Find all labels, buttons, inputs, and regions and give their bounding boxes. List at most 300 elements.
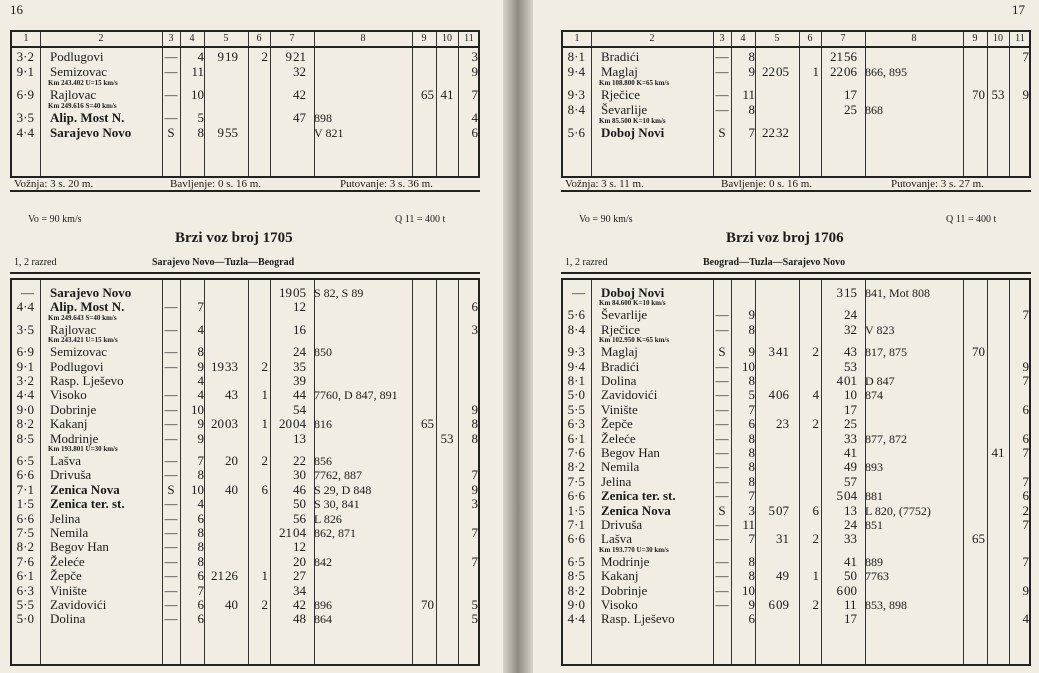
cell-c7b: 32 — [844, 321, 857, 337]
cell-c3: — — [164, 568, 178, 584]
cell-c5b: 40 — [225, 597, 238, 612]
cell-c7a: 6 — [836, 582, 843, 598]
table-row — [563, 584, 1029, 598]
speed-note: Km 193.770 U=30 km/s — [599, 545, 669, 554]
station-name: Rasp. Lješevo — [601, 611, 675, 627]
cell-c5b: 32 — [776, 125, 789, 140]
cell-c11: 4 — [471, 110, 478, 125]
cell-c11: 4 — [1022, 611, 1029, 627]
cell-c4: 6 — [197, 510, 204, 526]
cell-km: 6·9 — [16, 87, 34, 102]
cell-c4: 8 — [748, 49, 755, 64]
cell-c5b: 23 — [776, 416, 789, 432]
column-header: 8 — [360, 33, 366, 44]
table-row — [563, 460, 1029, 474]
cell-c7b: 04 — [293, 416, 306, 432]
table-row — [563, 126, 1029, 140]
cell-c7b: 53 — [844, 358, 857, 374]
column-header: 9 — [972, 33, 978, 44]
cell-km: 6·6 — [16, 510, 34, 526]
cell-km: 5·6 — [567, 125, 585, 140]
station-name: Drivuša — [50, 467, 92, 483]
table-row — [563, 374, 1029, 388]
cell-c5b: 55 — [225, 125, 238, 140]
table-row — [563, 308, 1029, 322]
cell-c4: 7 — [748, 125, 755, 140]
cell-c5a: 5 — [768, 502, 775, 518]
speed-note: Km 193.801 U=30 km/s — [48, 445, 118, 453]
cell-c8: 864 — [314, 612, 332, 627]
speed-note: Km 108.800 K=65 km/s — [599, 79, 670, 87]
table-row — [563, 518, 1029, 532]
cell-km: 9·1 — [16, 64, 34, 79]
cell-c7b: 06 — [844, 64, 857, 79]
right-page — [533, 0, 1039, 673]
cell-c11: 7 — [1022, 373, 1029, 388]
cell-c3: — — [715, 488, 729, 504]
table-row — [12, 497, 478, 511]
cell-c10: 53 — [440, 430, 454, 446]
column-header: 11 — [464, 33, 474, 44]
cell-c4: 8 — [748, 373, 755, 388]
cell-km: 7·6 — [567, 445, 585, 460]
table-row — [12, 468, 478, 482]
travel-time: Vožnja: 3 s. 11 m. — [565, 178, 644, 190]
cell-c11: 8 — [471, 416, 478, 432]
cell-c8: 816 — [314, 417, 332, 432]
cell-c8: L 826 — [314, 511, 342, 526]
station-name: Maglaj — [601, 344, 638, 360]
cell-c8: S 29, D 848 — [314, 482, 372, 497]
cell-c5a: 20 — [211, 416, 224, 432]
cell-c3: — — [715, 568, 729, 584]
cell-c11: 7 — [471, 525, 478, 540]
cell-c8: 7762, 887 — [314, 468, 362, 483]
station-name: Dobrinje — [50, 401, 97, 417]
cell-c8: 868 — [865, 103, 883, 117]
table-row — [563, 360, 1029, 374]
station-name: Zavidovići — [601, 387, 658, 403]
column-header: 7 — [289, 33, 295, 44]
cell-c4: 8 — [197, 125, 204, 140]
cell-c4: 9 — [197, 358, 204, 374]
cell-c3: — — [715, 401, 729, 417]
timetable-continuation — [10, 30, 480, 178]
book-gutter — [503, 0, 533, 673]
cell-c7a: 4 — [836, 373, 843, 388]
cell-c3: — — [164, 496, 178, 512]
train-route: Sarajevo Novo—Tuzla—Beograd — [152, 257, 295, 268]
station-name: Rasp. Lješevo — [50, 373, 124, 388]
cell-c4: 9 — [748, 307, 755, 323]
cell-c3: — — [715, 430, 729, 446]
cell-c5b: 43 — [225, 387, 238, 403]
max-speed: Vo = 90 km/s — [579, 214, 633, 225]
cell-c9: 65 — [421, 87, 434, 102]
cell-km: 6·9 — [16, 344, 34, 360]
cell-c4: 6 — [748, 416, 755, 432]
table-row — [12, 286, 478, 300]
cell-c11: 6 — [1022, 430, 1029, 446]
cell-c6: 6 — [812, 502, 819, 518]
cell-c4: 4 — [197, 49, 204, 64]
cell-c6: 1 — [261, 568, 268, 584]
cell-c5a: 19 — [211, 358, 224, 374]
cell-km: 4·4 — [567, 611, 585, 627]
cell-c3: — — [164, 611, 178, 627]
table-row — [12, 612, 478, 626]
table-row — [12, 126, 478, 140]
column-header: 2 — [649, 33, 655, 44]
station-name: Jelina — [50, 510, 81, 526]
station-name: Podlugovi — [50, 49, 104, 64]
cell-c8: 7760, D 847, 891 — [314, 388, 398, 403]
cell-c7b: 16 — [293, 321, 306, 337]
cell-c5b: 49 — [776, 568, 789, 584]
table-row — [12, 417, 478, 431]
cell-c8: S 82, S 89 — [314, 286, 364, 300]
cell-c7b: 05 — [293, 285, 306, 300]
column-header: 4 — [740, 33, 746, 44]
cell-c7b: 42 — [293, 87, 306, 102]
station-name: Želeće — [50, 553, 85, 569]
stop-time: Bavljenje: 0 s. 16 m. — [170, 178, 262, 190]
table-row — [12, 569, 478, 583]
speed-note: Km 243.402 U=15 km/s — [48, 79, 118, 87]
cell-km: 9·4 — [567, 64, 585, 79]
station-name: Visoko — [601, 597, 638, 612]
cell-c11: 9 — [1022, 358, 1029, 374]
cell-c5b: 05 — [776, 64, 789, 79]
cell-c3: S — [167, 481, 175, 497]
cell-c4: 5 — [748, 387, 755, 403]
column-header: 8 — [911, 33, 917, 44]
cell-c4: 10 — [191, 481, 204, 497]
cell-c7b: 11 — [844, 597, 857, 612]
cell-c8: 881 — [865, 489, 883, 504]
cell-c8: 842 — [314, 554, 332, 569]
station-name: Begov Han — [50, 539, 109, 555]
cell-c3: — — [164, 110, 178, 125]
cell-c11: 9 — [471, 401, 478, 417]
cell-c11: 2 — [1022, 502, 1029, 518]
timetable-main — [10, 278, 480, 666]
cell-c8: 898 — [314, 111, 332, 125]
cell-c7b: 27 — [293, 568, 306, 584]
cell-c8: 850 — [314, 345, 332, 360]
cell-c11: 5 — [471, 597, 478, 612]
table-row — [12, 111, 478, 125]
cell-c8: 893 — [865, 460, 883, 475]
cell-c4: 7 — [748, 531, 755, 547]
cell-c3: — — [164, 467, 178, 483]
cell-c8: 856 — [314, 454, 332, 468]
cell-c4: 9 — [197, 430, 204, 446]
column-header: 2 — [98, 33, 104, 44]
table-row — [563, 598, 1029, 612]
cell-c5a: 22 — [762, 125, 775, 140]
cell-c11: 5 — [471, 611, 478, 627]
cell-c7b: 24 — [844, 307, 857, 323]
cell-c5b: 31 — [776, 531, 789, 547]
cell-km: 7·5 — [16, 525, 34, 540]
cell-c4: 8 — [748, 321, 755, 337]
cell-c7b: 17 — [844, 401, 857, 417]
cell-c5a: 3 — [768, 344, 775, 360]
cell-c3: — — [164, 539, 178, 555]
train-classes: 1, 2 razred — [14, 257, 57, 268]
cell-km: 5·6 — [567, 307, 585, 323]
table-row — [563, 50, 1029, 64]
cell-c7a: 3 — [836, 285, 843, 300]
cell-c3: S — [167, 125, 175, 140]
cell-c4: 6 — [748, 611, 755, 627]
cell-c7b: 20 — [293, 553, 306, 569]
cell-km: 7·1 — [16, 481, 34, 497]
header-rule — [563, 46, 1029, 48]
cell-c3: — — [164, 510, 178, 526]
cell-c9: 65 — [972, 531, 985, 547]
cell-c5b: 19 — [225, 49, 238, 64]
cell-c7b: 35 — [293, 358, 306, 374]
cell-c4: 6 — [197, 597, 204, 612]
cell-c6: 2 — [812, 597, 819, 612]
cell-c7b: 13 — [844, 502, 857, 518]
cell-c3: — — [164, 358, 178, 374]
table-row — [12, 88, 478, 102]
cell-c3: — — [715, 517, 729, 532]
station-name: Alip. Most N. — [50, 299, 125, 315]
cell-km: 1·5 — [16, 496, 34, 512]
table-row — [12, 432, 478, 446]
cell-km: 5·5 — [567, 401, 585, 417]
station-name: Žepče — [50, 568, 82, 584]
station-name: Modrinje — [601, 553, 650, 569]
cell-km: 8·5 — [567, 568, 585, 584]
cell-c3: — — [164, 430, 178, 446]
cell-c9: 70 — [972, 344, 985, 360]
page-number: 16 — [10, 2, 23, 17]
table-row — [12, 584, 478, 598]
cell-c4: 8 — [197, 467, 204, 483]
column-header: 7 — [840, 33, 846, 44]
cell-c7b: 17 — [844, 87, 857, 102]
station-name: Modrinje — [50, 430, 99, 446]
cell-c4: 7 — [748, 401, 755, 417]
cell-km: 8·2 — [16, 416, 34, 432]
table-row — [563, 532, 1029, 546]
table-row — [563, 417, 1029, 431]
station-name: Sarajevo Novo — [50, 285, 132, 300]
cell-c8: V 823 — [865, 322, 895, 337]
station-name: Rajlovac — [50, 321, 97, 337]
timetable-continuation — [561, 30, 1031, 178]
cell-c4: 8 — [197, 344, 204, 360]
station-name: Doboj Novi — [601, 125, 665, 140]
cell-c3: — — [715, 473, 729, 489]
cell-c4: 9 — [197, 416, 204, 432]
cell-km: 9·1 — [16, 358, 34, 374]
table-row — [12, 65, 478, 79]
cell-c7a: 9 — [285, 49, 292, 64]
cell-c3: — — [715, 459, 729, 475]
cell-c4: 4 — [197, 496, 204, 512]
cell-c11: 6 — [471, 299, 478, 315]
column-header: 3 — [719, 33, 725, 44]
column-header: 1 — [574, 33, 580, 44]
station-name: Vinište — [601, 401, 638, 417]
cell-c4: 5 — [197, 110, 204, 125]
table-row — [12, 345, 478, 359]
column-header: 6 — [256, 33, 262, 44]
cell-c5a: 22 — [762, 64, 775, 79]
cell-c3: S — [718, 125, 726, 140]
cell-c7b: 04 — [844, 488, 857, 504]
cell-c7b: 46 — [293, 481, 306, 497]
cell-c7b: 50 — [844, 568, 857, 584]
table-row — [12, 323, 478, 337]
table-row — [12, 526, 478, 540]
cell-c4: 4 — [197, 373, 204, 388]
cell-c9: 70 — [421, 597, 434, 612]
cell-c7b: 24 — [293, 344, 306, 360]
station-name: Drivuša — [601, 517, 643, 532]
station-name: Lašva — [601, 531, 633, 547]
station-name: Semizovac — [50, 64, 108, 79]
cell-c3: — — [715, 358, 729, 374]
cell-c11: 7 — [471, 467, 478, 483]
footer-rule — [10, 190, 480, 192]
cell-km: 8·2 — [567, 459, 585, 475]
cell-c6: 1 — [812, 64, 819, 79]
cell-c8: 896 — [314, 598, 332, 612]
cell-c4: 10 — [191, 87, 204, 102]
column-header: 10 — [993, 33, 1003, 44]
cell-c7b: 22 — [293, 453, 306, 468]
cell-c4: 3 — [748, 502, 755, 518]
cell-c5b: 07 — [776, 502, 789, 518]
station-name: Lašva — [50, 453, 82, 468]
station-name: Ševarlije — [601, 307, 648, 323]
cell-c3: — — [164, 49, 178, 64]
cell-c4: 8 — [197, 539, 204, 555]
cell-c5a: 6 — [768, 597, 775, 612]
cell-km: 4·4 — [16, 299, 34, 315]
cell-c11: 7 — [1022, 517, 1029, 532]
station-name: Bradići — [601, 358, 640, 374]
cell-c7b: 12 — [293, 299, 306, 315]
station-name: Zenica ter. st. — [50, 496, 125, 512]
stop-time: Bavljenje: 0 s. 16 m. — [721, 178, 813, 190]
cell-km: 9·0 — [567, 597, 585, 612]
cell-c6: 2 — [261, 597, 268, 612]
cell-c4: 7 — [748, 488, 755, 504]
cell-c4: 4 — [197, 387, 204, 403]
cell-c7b: 49 — [844, 459, 857, 475]
table-row — [12, 388, 478, 402]
cell-c7b: 00 — [844, 582, 857, 598]
station-name: Begov Han — [601, 445, 660, 460]
cell-c8: 7763 — [865, 569, 889, 584]
cell-c5b: 26 — [225, 568, 238, 584]
speed-note: Km 102.950 K=65 km/s — [599, 336, 670, 345]
cell-c8: L 820, (7752) — [865, 503, 931, 518]
cell-c7a: 21 — [830, 49, 843, 64]
station-name: Zenica Nova — [50, 481, 120, 497]
cell-c7b: 21 — [293, 49, 306, 64]
column-header: 11 — [1015, 33, 1025, 44]
cell-c8: 889 — [865, 554, 883, 569]
cell-c5b: 40 — [225, 481, 238, 497]
cell-c7b: 57 — [844, 473, 857, 489]
cell-c11: 6 — [471, 125, 478, 140]
speed-note: Km 243.421 U=15 km/s — [48, 336, 118, 345]
cell-c7a: 22 — [830, 64, 843, 79]
journey-time: Putovanje: 3 s. 27 m. — [891, 178, 984, 190]
cell-c7b: 33 — [844, 430, 857, 446]
cell-km: 7·5 — [567, 473, 585, 489]
station-name: Nemila — [601, 459, 640, 475]
speed-note: Km 249.616 S=40 km/s — [48, 102, 117, 110]
cell-c5b: 33 — [225, 358, 238, 374]
cell-c4: 11 — [191, 64, 204, 79]
cell-c4: 8 — [748, 473, 755, 489]
footer-rule — [561, 190, 1031, 192]
station-name: Jelina — [601, 473, 632, 489]
table-row — [12, 403, 478, 417]
cell-c4: 8 — [748, 553, 755, 569]
train-weight: Q 11 = 400 t — [395, 214, 446, 225]
cell-c7b: 48 — [293, 611, 306, 627]
cell-km: 6·1 — [567, 430, 585, 446]
train-weight: Q 11 = 400 t — [946, 214, 997, 225]
column-header: 1 — [23, 33, 29, 44]
table-row — [12, 374, 478, 388]
cell-km: 3·2 — [16, 373, 34, 388]
cell-c7b: 41 — [844, 445, 857, 460]
cell-c6: 2 — [812, 531, 819, 547]
cell-c5b: 03 — [225, 416, 238, 432]
cell-c7b: 34 — [293, 582, 306, 598]
cell-c4: 10 — [742, 582, 755, 598]
cell-km: 6·6 — [16, 467, 34, 483]
station-name: Zavidovići — [50, 597, 107, 612]
cell-c7b: 43 — [844, 344, 857, 360]
cell-c3: — — [715, 416, 729, 432]
cell-c5a: 21 — [211, 568, 224, 584]
table-row — [563, 432, 1029, 446]
cell-c3: — — [715, 49, 729, 64]
table-row — [563, 504, 1029, 518]
station-name: Nemila — [50, 525, 89, 540]
train-classes: 1, 2 razred — [565, 257, 608, 268]
cell-c4: 11 — [742, 87, 755, 102]
cell-c6: 1 — [261, 416, 268, 432]
cell-km: 7·1 — [567, 517, 585, 532]
cell-km: 6·1 — [16, 568, 34, 584]
cell-km: 7·6 — [16, 553, 34, 569]
cell-c11: 7 — [471, 87, 478, 102]
cell-c11: 6 — [1022, 401, 1029, 417]
train-route: Beograd—Tuzla—Sarajevo Novo — [703, 257, 846, 268]
column-header: 9 — [421, 33, 427, 44]
cell-km: 8·5 — [16, 430, 34, 446]
station-name: Dolina — [601, 373, 637, 388]
column-header: 5 — [223, 33, 229, 44]
journey-time: Putovanje: 3 s. 36 m. — [340, 178, 433, 190]
station-name: Sarajevo Novo — [50, 125, 132, 140]
cell-c3: — — [164, 344, 178, 360]
